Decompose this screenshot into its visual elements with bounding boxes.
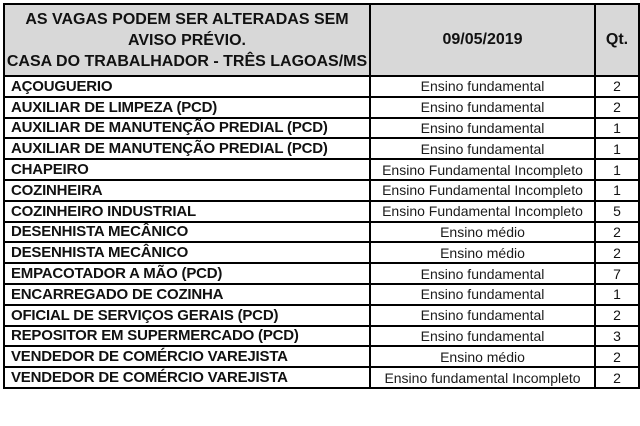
table-row xyxy=(4,284,639,305)
table-body xyxy=(4,76,639,388)
header-title-line1: AS VAGAS PODEM SER ALTERADAS SEM xyxy=(25,10,349,28)
cell-qty: 1 xyxy=(595,284,639,305)
cell-qty: 2 xyxy=(595,305,639,326)
header-qty-cell: Qt. xyxy=(595,4,639,76)
cell-education: Ensino fundamental xyxy=(370,284,595,305)
table-row xyxy=(4,180,639,201)
cell-position: EMPACOTADOR A MÃO (PCD) xyxy=(4,263,370,284)
cell-qty: 1 xyxy=(595,138,639,159)
cell-education: Ensino Fundamental Incompleto xyxy=(370,180,595,201)
cell-education: Ensino fundamental Incompleto xyxy=(370,367,595,388)
cell-position: ENCARREGADO DE COZINHA xyxy=(4,284,370,305)
cell-qty: 2 xyxy=(595,242,639,263)
table-row xyxy=(4,305,639,326)
table-row xyxy=(4,346,639,367)
header-title-cell xyxy=(4,4,370,76)
cell-position: REPOSITOR EM SUPERMERCADO (PCD) xyxy=(4,326,370,347)
cell-qty: 2 xyxy=(595,222,639,243)
cell-education: Ensino médio xyxy=(370,346,595,367)
cell-position: AUXILIAR DE MANUTENÇÃO PREDIAL (PCD) xyxy=(4,138,370,159)
cell-position: AUXILIAR DE LIMPEZA (PCD) xyxy=(4,97,370,118)
vacancies-table xyxy=(3,3,640,389)
cell-education: Ensino Fundamental Incompleto xyxy=(370,159,595,180)
cell-qty: 5 xyxy=(595,201,639,222)
table-row xyxy=(4,159,639,180)
header-title-line3: CASA DO TRABALHADOR - TRÊS LAGOAS/MS xyxy=(6,52,368,70)
cell-qty: 2 xyxy=(595,346,639,367)
table-row xyxy=(4,118,639,139)
table-row xyxy=(4,367,639,388)
cell-position: COZINHEIRA xyxy=(4,180,370,201)
cell-qty: 1 xyxy=(595,118,639,139)
cell-position: COZINHEIRO INDUSTRIAL xyxy=(4,201,370,222)
cell-education: Ensino médio xyxy=(370,222,595,243)
cell-position: DESENHISTA MECÂNICO xyxy=(4,242,370,263)
cell-education: Ensino médio xyxy=(370,242,595,263)
cell-education: Ensino fundamental xyxy=(370,263,595,284)
header-title xyxy=(5,9,369,72)
header-title-line2: AVISO PRÉVIO. xyxy=(128,31,246,49)
cell-education: Ensino fundamental xyxy=(370,138,595,159)
table-row xyxy=(4,263,639,284)
cell-qty: 2 xyxy=(595,367,639,388)
cell-education: Ensino Fundamental Incompleto xyxy=(370,201,595,222)
cell-position: CHAPEIRO xyxy=(4,159,370,180)
table-header xyxy=(4,4,639,76)
cell-education: Ensino fundamental xyxy=(370,118,595,139)
cell-education: Ensino fundamental xyxy=(370,305,595,326)
header-row xyxy=(4,4,639,76)
cell-position: AUXILIAR DE MANUTENÇÃO PREDIAL (PCD) xyxy=(4,118,370,139)
cell-qty: 3 xyxy=(595,326,639,347)
cell-qty: 7 xyxy=(595,263,639,284)
table-row xyxy=(4,242,639,263)
table-row xyxy=(4,97,639,118)
cell-education: Ensino fundamental xyxy=(370,326,595,347)
cell-qty: 2 xyxy=(595,76,639,97)
cell-position: VENDEDOR DE COMÉRCIO VAREJISTA xyxy=(4,346,370,367)
cell-position: OFICIAL DE SERVIÇOS GERAIS (PCD) xyxy=(4,305,370,326)
cell-qty: 2 xyxy=(595,97,639,118)
header-date-cell: 09/05/2019 xyxy=(370,4,595,76)
cell-education: Ensino fundamental xyxy=(370,76,595,97)
table-row xyxy=(4,76,639,97)
cell-position: DESENHISTA MECÂNICO xyxy=(4,222,370,243)
cell-qty: 1 xyxy=(595,180,639,201)
cell-position: VENDEDOR DE COMÉRCIO VAREJISTA xyxy=(4,367,370,388)
table-row xyxy=(4,138,639,159)
cell-qty: 1 xyxy=(595,159,639,180)
cell-education: Ensino fundamental xyxy=(370,97,595,118)
table-row xyxy=(4,201,639,222)
table-row xyxy=(4,326,639,347)
cell-position: AÇOUGUERIO xyxy=(4,76,370,97)
table-row xyxy=(4,222,639,243)
